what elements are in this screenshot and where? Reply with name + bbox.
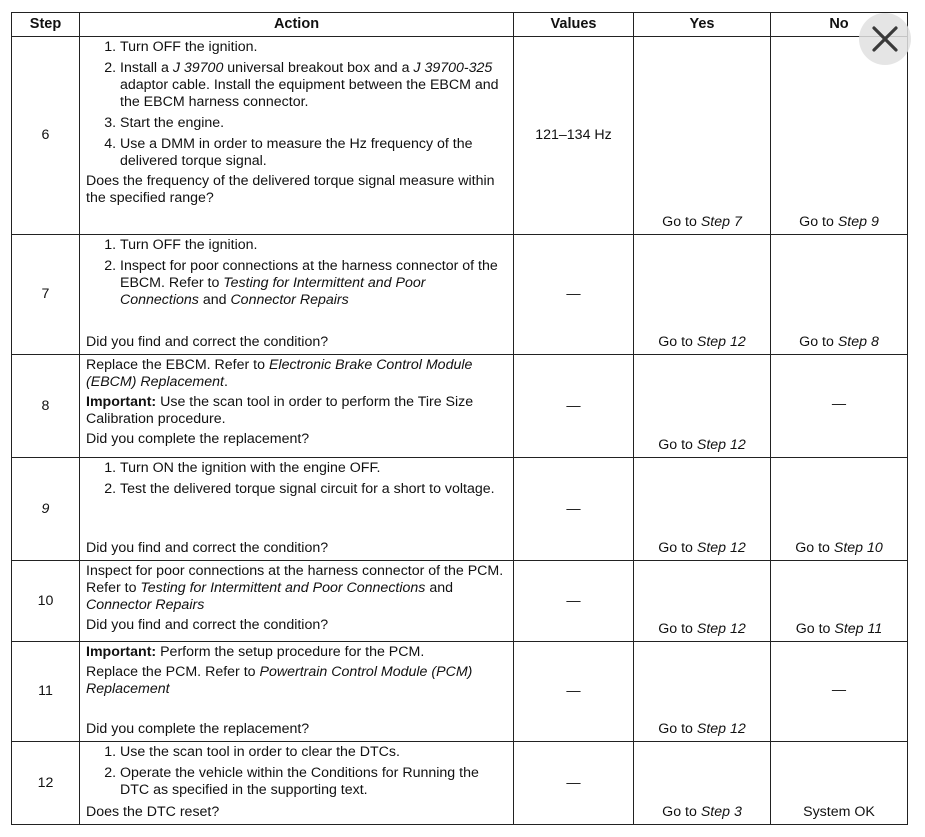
no-step-link: Step 8 xyxy=(837,334,879,350)
action-cell xyxy=(80,742,514,825)
action-cell xyxy=(80,458,514,561)
action-cell xyxy=(80,37,514,235)
no-cell: — xyxy=(771,642,908,742)
procedure-list xyxy=(86,744,507,802)
procedure-item: 1. Turn ON the ignition with the engine OFF. xyxy=(120,460,507,477)
header-row xyxy=(12,13,908,37)
action-cell xyxy=(80,235,514,355)
no-cell: Go to Step 9 xyxy=(771,37,908,235)
question-text: Did you find and correct the condition? xyxy=(86,540,329,556)
action-paragraph: Replace the PCM. Refer to Powertrain Control Module (PCM) Replacement xyxy=(86,664,473,697)
yes-cell: Go to Step 12 xyxy=(634,561,771,642)
yes-step-link: Step 12 xyxy=(696,540,746,556)
procedure-item: 4. Use a DMM in order to measure the Hz frequency of the delivered torque signal. xyxy=(120,136,507,170)
step-number: 12 xyxy=(12,742,80,825)
value-cell: — xyxy=(514,458,634,561)
action-paragraph: Inspect for poor connections at the harness connector of the PCM. Refer to Testing for Intermittent and Poor Connections and Connector Repairs xyxy=(86,563,504,613)
yes-cell: Go to Step 7 xyxy=(634,37,771,235)
table-row-step-10 xyxy=(12,561,908,642)
step-number: 8 xyxy=(12,355,80,458)
step-number: 6 xyxy=(12,37,80,235)
step-number: 9 xyxy=(12,458,80,561)
value-cell xyxy=(514,37,634,235)
question-text: Did you find and correct the condition? xyxy=(86,617,329,633)
procedure-list xyxy=(86,460,507,501)
action-cell xyxy=(80,355,514,458)
header-step: Step xyxy=(12,13,80,37)
important-note: Important: Perform the setup procedure for the PCM. xyxy=(86,644,425,660)
table-row-step-8 xyxy=(12,355,908,458)
procedure-item: 1. Turn OFF the ignition. xyxy=(120,237,507,254)
procedure-item: 2. Operate the vehicle within the Conditions for Running the DTC as specified in the supporting text. xyxy=(120,765,507,799)
procedure-list xyxy=(86,237,507,312)
yes-step-link: Step 12 xyxy=(696,621,746,637)
value-cell: — xyxy=(514,642,634,742)
question-text: Does the frequency of the delivered torque signal measure within the specified range? xyxy=(86,173,495,206)
no-step-link: Step 11 xyxy=(834,621,883,637)
procedure-item: 3. Start the engine. xyxy=(120,115,507,132)
table-row-step-7 xyxy=(12,235,908,355)
action-paragraph: Replace the EBCM. Refer to Electronic Brake Control Module (EBCM) Replacement. xyxy=(86,357,473,390)
procedure-list xyxy=(86,39,507,173)
table-row-step-12 xyxy=(12,742,908,825)
close-icon xyxy=(871,25,899,53)
value-cell: — xyxy=(514,235,634,355)
procedure-item: 1. Turn OFF the ignition. xyxy=(120,39,507,56)
yes-cell: Go to Step 12 xyxy=(634,458,771,561)
header-yes: Yes xyxy=(634,13,771,37)
question-text: Did you complete the replacement? xyxy=(86,431,310,447)
yes-step-link: Step 12 xyxy=(696,721,746,737)
step-number: 11 xyxy=(12,642,80,742)
yes-cell: Go to Step 12 xyxy=(634,355,771,458)
header-values: Values xyxy=(514,13,634,37)
question-text: Did you complete the replacement? xyxy=(86,721,310,737)
question-text: Did you find and correct the condition? xyxy=(86,334,329,350)
close-button[interactable] xyxy=(859,13,911,65)
no-step-link: Step 10 xyxy=(833,540,883,556)
procedure-item: 1. Use the scan tool in order to clear the DTCs. xyxy=(120,744,507,761)
yes-cell: Go to Step 12 xyxy=(634,235,771,355)
value-cell: — xyxy=(514,355,634,458)
table-row-step-11 xyxy=(12,642,908,742)
value-text: 121–134 Hz xyxy=(535,127,612,143)
header-action: Action xyxy=(80,13,514,37)
yes-step-link: Step 12 xyxy=(696,437,746,453)
yes-step-link: Step 3 xyxy=(700,804,742,820)
no-cell: Go to Step 8 xyxy=(771,235,908,355)
action-cell xyxy=(80,642,514,742)
important-note: Important: Use the scan tool in order to perform the Tire Size Calibration procedure. xyxy=(86,394,474,427)
table-row-step-9 xyxy=(12,458,908,561)
step-number: 10 xyxy=(12,561,80,642)
yes-step-link: Step 12 xyxy=(696,334,746,350)
yes-cell: Go to Step 3 xyxy=(634,742,771,825)
header-no: No xyxy=(771,13,908,37)
no-cell: Go to Step 10 xyxy=(771,458,908,561)
table-row-step-6 xyxy=(12,37,908,235)
value-cell: — xyxy=(514,561,634,642)
procedure-item: 2. Install a J 39700 universal breakout box and a J 39700-325 adaptor cable. Install the equipment between the EBCM and the EBCM harness connector. xyxy=(120,60,507,111)
no-cell: System OK xyxy=(771,742,908,825)
no-step-link: Step 9 xyxy=(837,214,879,230)
step-number: 7 xyxy=(12,235,80,355)
question-text: Does the DTC reset? xyxy=(86,804,220,820)
yes-cell: Go to Step 12 xyxy=(634,642,771,742)
no-cell: Go to Step 11 xyxy=(771,561,908,642)
diagnostic-table xyxy=(11,12,908,825)
value-cell: — xyxy=(514,742,634,825)
procedure-item: 2. Inspect for poor connections at the harness connector of the EBCM. Refer to Testing for Intermittent and Poor Connections and Connector Repairs xyxy=(120,258,507,309)
no-cell: — xyxy=(771,355,908,458)
action-cell xyxy=(80,561,514,642)
procedure-item: 2. Test the delivered torque signal circuit for a short to voltage. xyxy=(120,481,507,498)
yes-step-link: Step 7 xyxy=(700,214,742,230)
